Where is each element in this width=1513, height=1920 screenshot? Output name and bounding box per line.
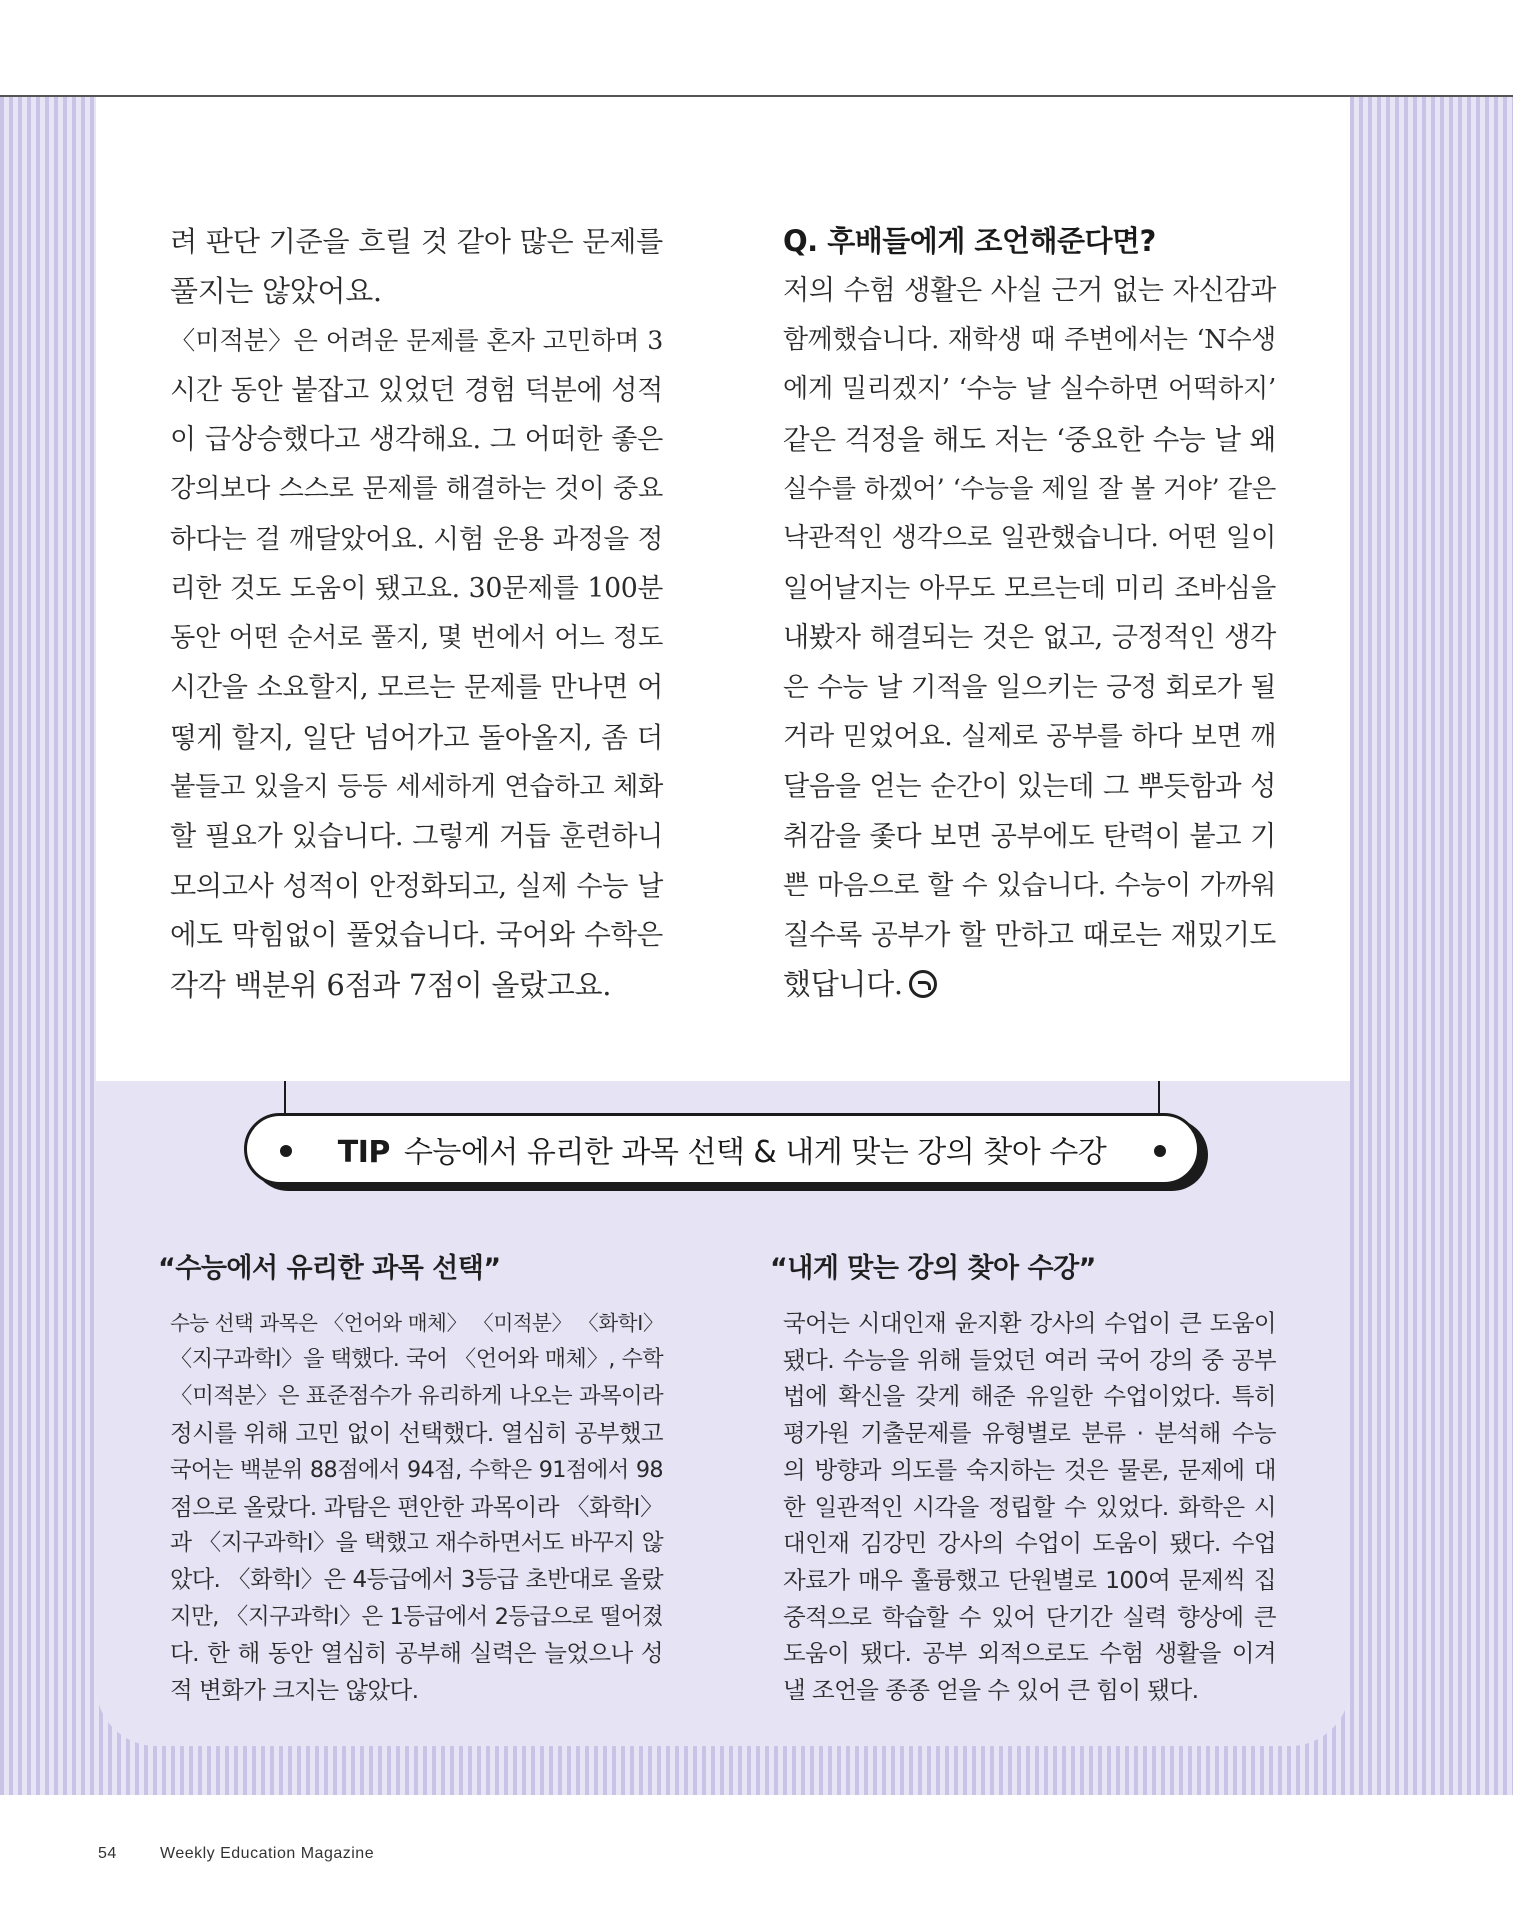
article-line: 붙들고 있을지 등등 세세하게 연습하고 체화 [170, 771, 663, 802]
article-line: 내봤자 해결되는 것은 없고, 긍정적인 생각 [783, 622, 1276, 654]
article-line: 〈미적분〉은 어려운 문제를 혼자 고민하며 3 [170, 326, 663, 356]
magazine-name: Weekly Education Magazine [160, 1845, 375, 1862]
tip-line: 중적으로 학습할 수 있어 단기간 실력 향상에 큰 [783, 1602, 1276, 1631]
article-line: 은 수능 날 기적을 일으키는 긍정 회로가 될 [783, 671, 1276, 703]
tip-line: 낼 조언을 종종 얻을 수 있어 큰 힘이 됐다. [783, 1676, 1199, 1705]
tip-right-text [783, 1305, 1276, 1709]
tip-line: 도움이 됐다. 공부 외적으로도 수험 생활을 이겨 [783, 1639, 1276, 1668]
tip-line: 됐다. 수능을 위해 들었던 여러 국어 강의 중 공부 [783, 1345, 1276, 1374]
tip-line: 〈미적분〉은 표준점수가 유리하게 나오는 과목이라 [170, 1383, 663, 1410]
article-last-line [783, 960, 1276, 1010]
tip-line: 점으로 올랐다. 과탐은 편안한 과목이라 〈화학Ⅰ〉 [170, 1492, 663, 1521]
article-line: 시간 동안 붙잡고 있었던 경험 덕분에 성적 [170, 374, 663, 406]
tip-pill [244, 1113, 1200, 1185]
article-line: 동안 어떤 순서로 풀지, 몇 번에서 어느 정도 [170, 622, 663, 653]
article-line: 낙관적인 생각으로 일관했습니다. 어떤 일이 [783, 522, 1276, 553]
article-line: 에도 막힘없이 풀었습니다. 국어와 수학은 [170, 919, 663, 952]
tip-line: 정시를 위해 고민 없이 선택했다. 열심히 공부했고 [170, 1419, 663, 1448]
tip-title [338, 1127, 1106, 1171]
article-left-column [170, 217, 663, 1011]
tip-label: TIP [337, 1135, 390, 1170]
article-line-text: 했답니다. [783, 967, 903, 1002]
article-line: 달음을 얻는 순간이 있는데 그 뿌듯함과 성 [783, 770, 1276, 802]
question-heading: Q. 후배들에게 조언해준다면? [783, 224, 1156, 258]
article-line: 려 판단 기준을 흐릴 것 같아 많은 문제를 [170, 225, 663, 258]
tip-left-text [170, 1305, 663, 1709]
tip-line: 국어는 시대인재 윤지환 강사의 수업이 큰 도움이 [783, 1309, 1276, 1337]
article-line: 질수록 공부가 할 만하고 때로는 재밌기도 [783, 918, 1276, 951]
article-line: 실수를 하겠어’ ‘수능을 제일 잘 볼 거야’ 같은 [783, 473, 1276, 504]
article-line: 각각 백분위 6점과 7점이 올랐고요. [170, 967, 612, 1002]
tip-dot-left-icon [280, 1145, 292, 1157]
magazine-end-mark-icon [909, 970, 937, 998]
tip-line: 대인재 김강민 강사의 수업이 도움이 됐다. 수업 [783, 1529, 1276, 1558]
tip-line: 다. 한 해 동안 열심히 공부해 실력은 늘었으나 성 [170, 1639, 663, 1668]
article-line: 에게 밀리겠지’ ‘수능 날 실수하면 어떡하지’ [783, 374, 1276, 405]
article-line: 취감을 좇다 보면 공부에도 탄력이 붙고 기 [783, 820, 1276, 852]
article-line: 강의보다 스스로 문제를 해결하는 것이 중요 [170, 473, 663, 504]
tip-line: 평가원 기출문제를 유형별로 분류 · 분석해 수능 [783, 1419, 1276, 1448]
article-line: 함께했습니다. 재학생 때 주변에서는 ‘N수생 [783, 324, 1276, 355]
tip-line: 적 변화가 크지는 않았다. [170, 1676, 419, 1705]
tip-line: 국어는 백분위 88점에서 94점, 수학은 91점에서 98 [170, 1456, 663, 1483]
article-line: 리한 것도 도움이 됐고요. 30문제를 100분 [170, 573, 663, 605]
page-number: 54 [98, 1845, 117, 1862]
article-line: 하다는 걸 깨달았어요. 시험 운용 과정을 정 [170, 523, 663, 555]
article-line: 같은 걱정을 해도 저는 ‘중요한 수능 날 왜 [783, 422, 1276, 456]
tip-line: 과 〈지구과학Ⅰ〉을 택했고 재수하면서도 바꾸지 않 [170, 1530, 663, 1557]
tip-line: 법에 확신을 갖게 해준 유일한 수업이었다. 특히 [783, 1382, 1276, 1411]
tip-line: 수능 선택 과목은 〈언어와 매체〉 〈미적분〉 〈화학Ⅰ〉 [170, 1311, 663, 1335]
article-line: 떻게 할지, 일단 넘어가고 돌아올지, 좀 더 [170, 720, 663, 754]
tip-line: 지만, 〈지구과학Ⅰ〉은 1등급에서 2등급으로 떨어졌 [170, 1603, 663, 1630]
tip-title-text: 수능에서 유리한 과목 선택 & 내게 맞는 강의 찾아 수강 [403, 1135, 1107, 1170]
article-line: 저의 수험 생활은 사실 근거 없는 자신감과 [783, 275, 1276, 306]
article-line: 이 급상승했다고 생각해요. 그 어떠한 좋은 [170, 424, 663, 456]
tip-line: 자료가 매우 훌륭했고 단원별로 100여 문제씩 집 [783, 1565, 1276, 1594]
article-line: 쁜 마음으로 할 수 있습니다. 수능이 가까워 [783, 870, 1276, 902]
tip-right-heading: “내게 맞는 강의 찾아 수강” [770, 1253, 1096, 1284]
article-line: 풀지는 않았어요. [170, 273, 382, 308]
article-line: 모의고사 성적이 안정화되고, 실제 수능 날 [170, 870, 663, 902]
tip-banner [244, 1081, 1208, 1197]
tip-line: 한 일관적인 시각을 정립할 수 있었다. 화학은 시 [783, 1492, 1276, 1521]
tip-dot-right-icon [1154, 1145, 1166, 1157]
article-line: 일어날지는 아무도 모르는데 미리 조바심을 [783, 572, 1276, 604]
tip-left-heading: “수능에서 유리한 과목 선택” [158, 1253, 501, 1284]
article-right-column [783, 266, 1276, 1010]
article-line: 할 필요가 있습니다. 그렇게 거듭 훈련하니 [170, 821, 663, 853]
tip-line: 〈지구과학Ⅰ〉을 택했다. 국어 〈언어와 매체〉, 수학 [170, 1346, 663, 1372]
article-line: 시간을 소요할지, 모르는 문제를 만나면 어 [170, 672, 663, 704]
tip-line: 았다. 〈화학Ⅰ〉은 4등급에서 3등급 초반대로 올랐 [170, 1566, 663, 1593]
article-line: 거라 믿었어요. 실제로 공부를 하다 보면 깨 [783, 721, 1276, 753]
tip-line: 의 방향과 의도를 숙지하는 것은 물론, 문제에 대 [783, 1455, 1276, 1484]
